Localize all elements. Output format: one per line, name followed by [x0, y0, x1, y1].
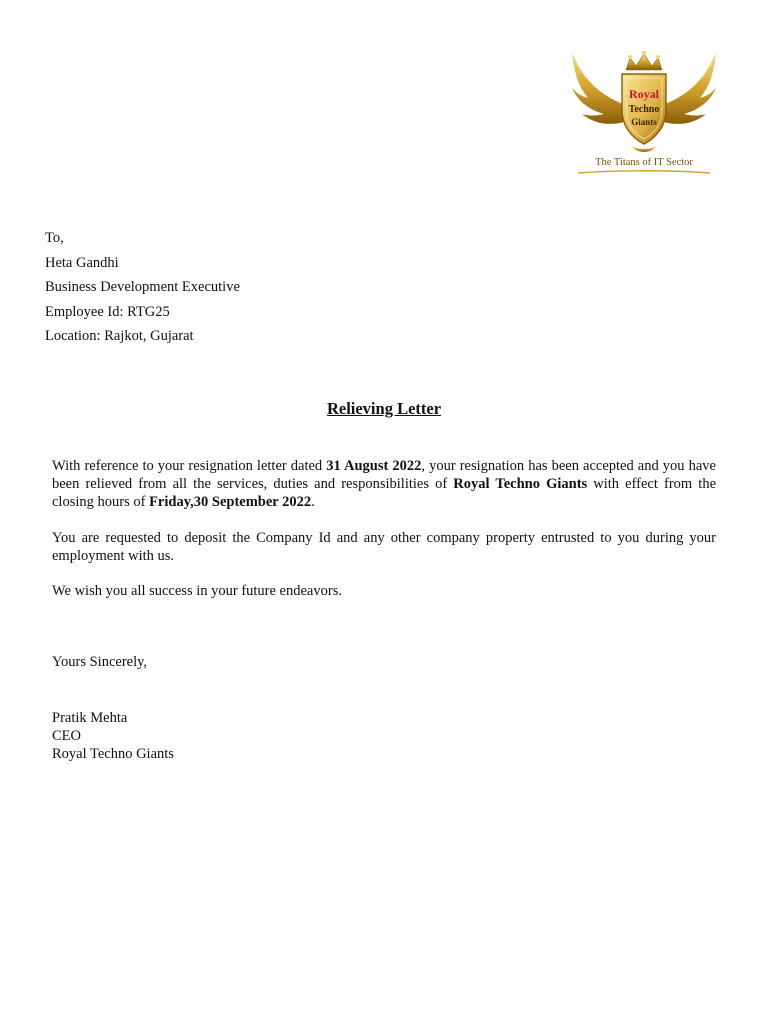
right-wing-icon	[660, 52, 716, 124]
signatory-company: Royal Techno Giants	[52, 746, 174, 763]
logo-word-royal: Royal	[629, 87, 659, 101]
p1-text-b: , your resignation has been accepted and you have been relieved from all the services, duties and responsibilities of	[52, 458, 716, 493]
recipient-employee-id: Employee Id: RTG25	[45, 303, 170, 320]
royal-techno-giants-logo	[566, 46, 722, 178]
body-paragraph-3: We wish you all success in your future endeavors.	[52, 583, 342, 600]
signature-block	[52, 709, 174, 764]
resignation-date: 31 August 2022	[326, 458, 422, 474]
recipient-name: Heta Gandhi	[45, 254, 119, 271]
logo-word-techno: Techno	[628, 104, 660, 115]
company-name-bold: Royal Techno Giants	[453, 476, 588, 493]
recipient-designation: Business Development Executive	[45, 279, 240, 296]
p1-text-a: With reference to your resignation letter dated	[52, 458, 327, 474]
recipient-block	[45, 226, 240, 349]
letter-body	[52, 457, 716, 600]
closing-line: Yours Sincerely,	[52, 654, 148, 670]
relieving-date: Friday,30 September 2022	[149, 494, 312, 511]
signatory-name: Pratik Mehta	[52, 710, 128, 726]
signatory-title: CEO	[52, 728, 81, 745]
body-paragraph-1	[52, 457, 716, 512]
letter-title: Relieving Letter	[326, 399, 442, 418]
salutation: To,	[45, 230, 64, 246]
company-logo	[566, 46, 722, 178]
recipient-location: Location: Rajkot, Gujarat	[45, 328, 194, 345]
body-paragraph-2: You are requested to deposit the Company Id and any other company property entrusted to you during your employment with us.	[52, 529, 716, 564]
logo-word-giants: Giants	[631, 117, 657, 127]
p1-text-d: .	[311, 494, 315, 511]
p1-text-c: with effect from the closing hours of	[52, 476, 716, 511]
logo-tagline: The Titans of IT Sector	[595, 157, 693, 168]
left-wing-icon	[572, 52, 628, 124]
